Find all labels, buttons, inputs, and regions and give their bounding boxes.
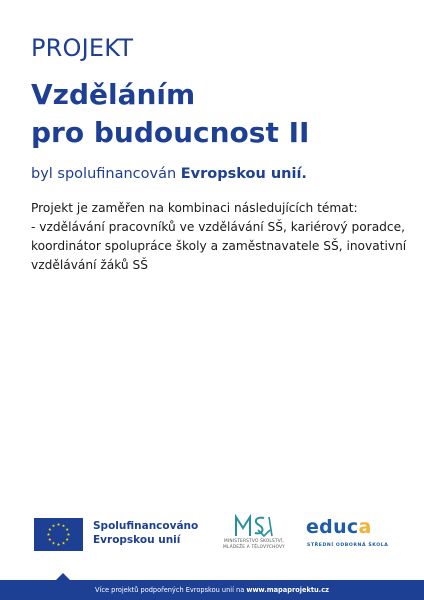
eu-star bbox=[52, 542, 55, 545]
project-label: PROJEKT bbox=[31, 34, 134, 62]
cofinancing-prefix: byl spolufinancován bbox=[31, 166, 177, 182]
project-title-line-2: pro budoucnost II bbox=[31, 116, 310, 149]
description-line: vzdělávání žáků SŠ bbox=[31, 258, 148, 272]
eu-star bbox=[62, 542, 65, 545]
description-line: koordinátor spolupráce školy a zaměstnavatele SŠ, inovativní bbox=[31, 239, 407, 253]
msmt-caption bbox=[214, 539, 294, 550]
cofinancing-emphasis: Evropskou unií. bbox=[180, 166, 307, 182]
eu-star bbox=[52, 524, 55, 527]
footer-text: Více projektů podpořených Evropskou unií na bbox=[95, 586, 245, 594]
footer-bar bbox=[0, 580, 424, 600]
eu-star bbox=[66, 538, 69, 541]
eu-star bbox=[67, 533, 70, 536]
project-title-line-1: Vzděláním bbox=[31, 78, 196, 111]
description-line: Projekt je zaměřen na kombinaci následujících témat: bbox=[31, 201, 358, 215]
project-description bbox=[31, 199, 407, 275]
footer-notch bbox=[56, 573, 70, 580]
cofinancing-statement bbox=[31, 166, 307, 182]
footer-link[interactable]: www.mapaprojektu.cz bbox=[246, 586, 329, 594]
eu-star bbox=[57, 523, 60, 526]
project-title bbox=[31, 76, 401, 152]
eu-star bbox=[48, 528, 51, 531]
description-line: - vzdělávání pracovníků ve vzdělávání SŠ, kariérový poradce, bbox=[31, 220, 405, 234]
eu-flag-icon bbox=[34, 518, 83, 551]
eu-cofinanced-label bbox=[93, 519, 198, 547]
msmt-caption-line-1: MINISTERSTVO ŠKOLSTVÍ, bbox=[224, 539, 284, 544]
msmt-logo bbox=[214, 514, 294, 560]
educa-subtitle: STŘEDNÍ ODBORNÁ ŠKOLA bbox=[307, 543, 389, 548]
eu-star bbox=[47, 533, 50, 536]
eu-star bbox=[62, 524, 65, 527]
eu-label-line-1: Spolufinancováno bbox=[93, 520, 199, 532]
educa-wordmark: educa bbox=[306, 516, 372, 538]
eu-star bbox=[48, 538, 51, 541]
eu-star bbox=[66, 528, 69, 531]
logo-strip bbox=[0, 512, 424, 562]
educa-logo bbox=[306, 516, 396, 556]
eu-star bbox=[57, 543, 60, 546]
msmt-caption-line-2: MLÁDEŽE A TĚLOVÝCHOVY bbox=[222, 544, 285, 550]
eu-label-line-2: Evropskou unií bbox=[93, 534, 181, 546]
msmt-mark-icon bbox=[234, 514, 274, 538]
